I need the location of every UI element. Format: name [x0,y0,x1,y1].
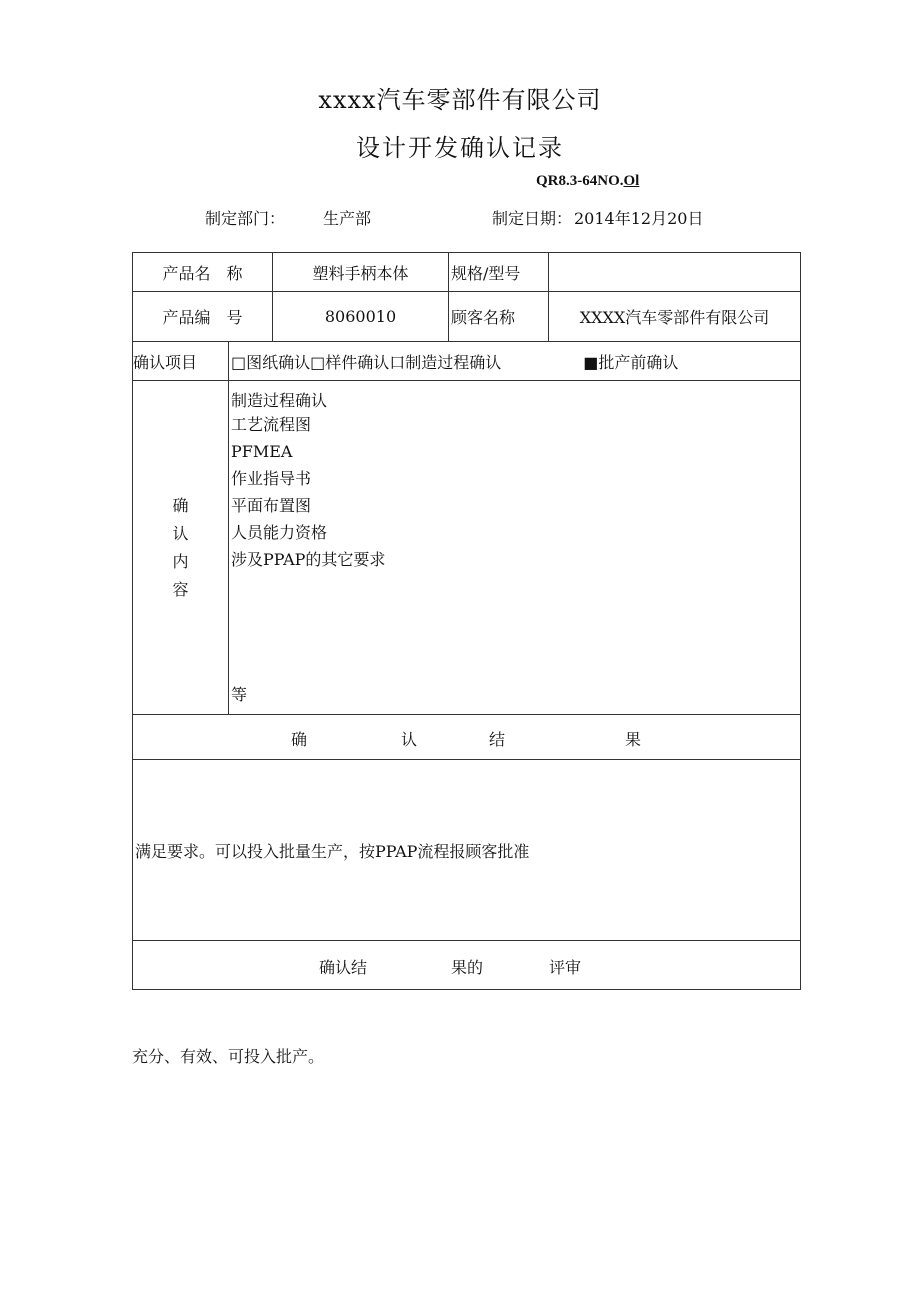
customer-value: XXXX汽车零部件有限公司 [549,292,801,342]
content-line: 作业指导书 [231,469,312,488]
dept-value: 生产部 [323,209,372,228]
dept-label: 制定部门： [205,209,286,228]
table-row-review-heading [133,941,801,990]
content-label-char: 确 [172,495,189,515]
content-line: 制造过程确认 [231,391,328,410]
review-heading-part: 果的 [451,958,484,977]
review-heading [133,941,801,990]
confirmation-form-table [132,252,801,990]
product-number-label: 产品编 号 [133,292,273,342]
option-sample-confirm: □样件确认 [310,352,390,372]
result-heading-char: 确 [291,730,308,749]
option-drawing-confirm: □图纸确认 [231,352,311,372]
document-title: 设计开发确认记录 [356,134,564,162]
content-label-char: 容 [172,579,189,599]
confirm-item-label: 确认项目 [133,342,229,381]
table-row-confirm-content [133,381,801,715]
option-preproduction-confirm: ■批产前确认 [583,352,679,372]
table-row-result-body [133,760,801,941]
table-row-product-name [133,253,801,292]
confirm-content-list [229,381,801,715]
confirm-content-label [133,381,229,715]
confirm-options [229,342,801,381]
review-heading-part: 评审 [549,958,582,977]
table-row-confirm-items [133,342,801,381]
table-row-product-number [133,292,801,342]
content-label-char: 认 [172,523,189,543]
product-number-value: 8060010 [273,292,449,342]
content-line: 平面布置图 [231,496,312,515]
review-heading-part: 确认结 [319,958,368,977]
product-name-value: 塑料手柄本体 [273,253,449,292]
product-name-label: 产品名 称 [133,253,273,292]
document-code-main: QR8.3-64NO. [536,173,624,189]
review-text: 充分、有效、可投入批产。 [132,1047,325,1066]
option-process-confirm: 口制造过程确认 [389,352,502,372]
content-line: 涉及PPAP的其它要求 [231,550,386,569]
company-title: xxxx汽车零部件有限公司 [318,86,602,114]
result-heading-char: 果 [625,730,642,749]
content-line: 人员能力资格 [231,523,328,542]
date-label: 制定日期： [492,209,573,228]
spec-label: 规格/型号 [449,253,549,292]
result-heading [133,715,801,760]
table-row-result-heading [133,715,801,760]
result-text: 满足要求。可以投入批量生产，按PPAP流程报顾客批准 [133,760,801,941]
document-code [536,173,639,190]
content-line: PFMEA [231,442,293,461]
result-heading-char: 结 [489,730,506,749]
date-value: 2014年12月20日 [574,209,704,228]
content-line: 工艺流程图 [231,415,312,434]
spec-value [549,253,801,292]
customer-label: 顾客名称 [449,292,549,342]
document-code-suffix: Ol [623,173,640,189]
result-heading-char: 认 [401,730,418,749]
content-label-char: 内 [172,551,189,571]
content-end: 等 [231,685,248,704]
